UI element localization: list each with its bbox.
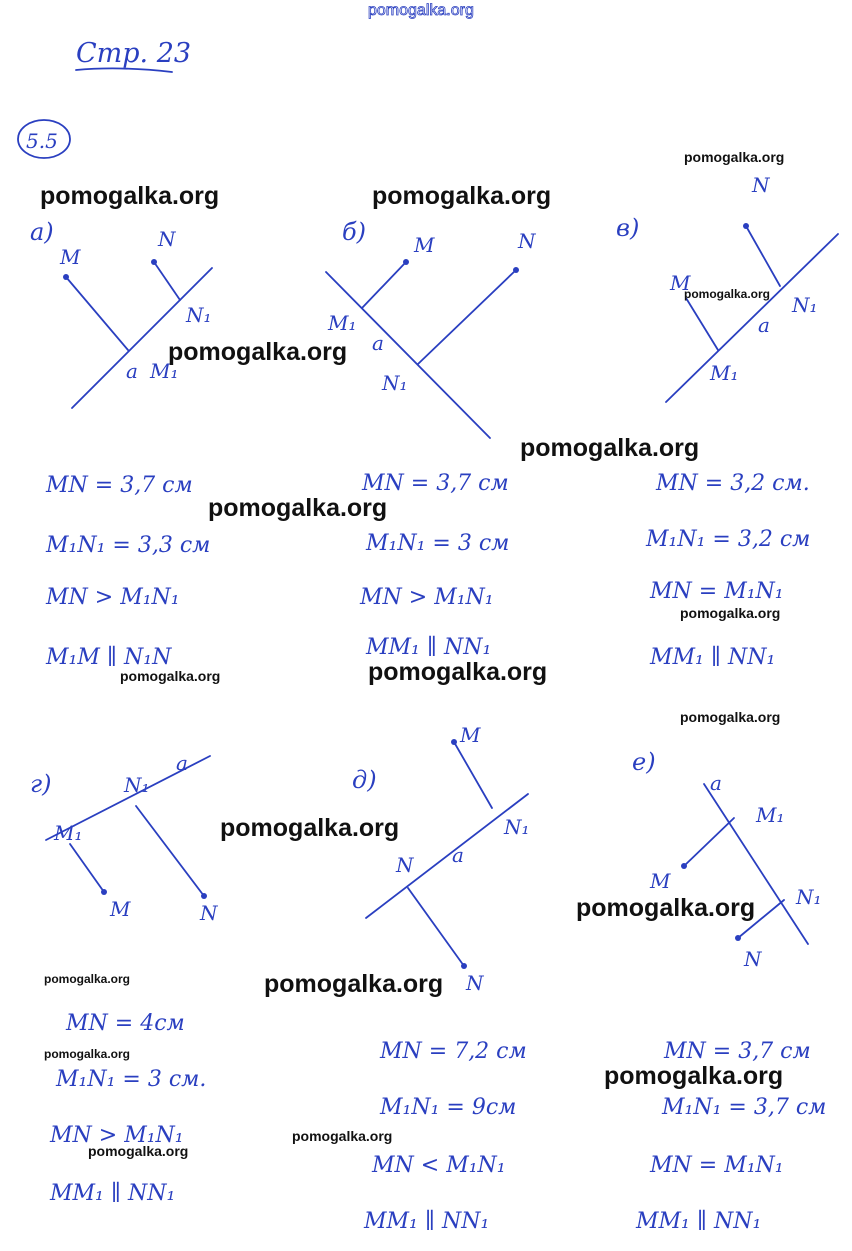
part-d-label-m1: M₁ <box>54 821 83 845</box>
part-c-note-1: MN = 3,2 см. <box>656 471 810 496</box>
part-c-label-m1: M₁ <box>710 361 739 385</box>
part-f-label-m1: M₁ <box>756 803 785 827</box>
part-a-note-2: M₁N₁ = 3,3 см <box>46 533 211 558</box>
part-d-note-4: MM₁ ∥ NN₁ <box>50 1181 176 1206</box>
watermark: pomogalka.org <box>680 709 781 725</box>
part-c-label-n: N <box>752 173 770 197</box>
part-e-note-3: MN < M₁N₁ <box>372 1153 506 1178</box>
part-a-segment-mm1 <box>66 277 128 350</box>
watermark: pomogalka.org <box>604 1062 784 1090</box>
part-e-label-line: a <box>452 843 464 867</box>
watermark: pomogalka.org <box>576 894 756 922</box>
part-e-label-n1: N₁ <box>504 815 530 839</box>
part-c-label-m: M <box>670 271 691 295</box>
part-e-label: д) <box>352 766 377 794</box>
part-a-label-m1: M₁ <box>150 359 179 383</box>
watermark: pomogalka.org <box>220 814 400 842</box>
part-a-segment-nn1 <box>154 262 180 300</box>
part-c-segment-mm1 <box>686 298 718 350</box>
part-e-point-m <box>451 739 457 745</box>
part-a-point-m <box>63 274 69 280</box>
watermark: pomogalka.org <box>168 338 348 366</box>
part-e-point-n <box>461 963 467 969</box>
part-a-label: а) <box>30 218 54 246</box>
part-d-point-m <box>101 889 107 895</box>
part-d-note-1: MN = 4см <box>66 1011 185 1036</box>
exercise-number: 5.5 <box>26 129 58 153</box>
watermark: pomogalka.org <box>372 182 552 210</box>
part-a-label-n: N <box>158 227 176 251</box>
part-a-note-1: MN = 3,7 см <box>46 473 193 498</box>
part-f-note-3: MN = M₁N₁ <box>650 1153 784 1178</box>
part-b-segment-mm1 <box>362 262 406 308</box>
part-e-note-2: M₁N₁ = 9см <box>380 1095 517 1120</box>
part-f-segment-mm1 <box>684 818 734 866</box>
watermark: pomogalka.org <box>684 287 771 301</box>
part-f-point-m <box>681 863 687 869</box>
watermark: pomogalka.org <box>520 434 700 462</box>
part-f-label-n: N <box>744 947 762 971</box>
part-c-label: в) <box>616 214 640 242</box>
part-d-segment-m1m <box>70 844 104 892</box>
part-b-point-n <box>513 267 519 273</box>
part-e-label-n: N <box>396 853 414 877</box>
part-a-point-n <box>151 259 157 265</box>
part-b-label-m1: M₁ <box>328 311 357 335</box>
part-b-label-n1: N₁ <box>382 371 408 395</box>
watermark: pomogalka.org <box>368 658 548 686</box>
site-header[interactable]: pomogalka.org <box>368 2 474 19</box>
part-f-point-n <box>735 935 741 941</box>
watermark: pomogalka.org <box>40 182 220 210</box>
part-a-label-line: a <box>126 359 138 383</box>
part-a-note-3: MN > M₁N₁ <box>46 585 180 610</box>
part-f-note-1: MN = 3,7 см <box>664 1039 811 1064</box>
part-b-note-4: MM₁ ∥ NN₁ <box>366 635 492 660</box>
part-d-segment-n1n <box>136 806 204 896</box>
part-d-label-n: N <box>200 901 218 925</box>
part-f-label: е) <box>632 748 656 776</box>
watermark: pomogalka.org <box>44 1047 131 1061</box>
part-b-note-1: MN = 3,7 см <box>362 471 509 496</box>
watermark: pomogalka.org <box>292 1128 393 1144</box>
part-d-label-line: a <box>176 751 188 775</box>
watermark: pomogalka.org <box>88 1143 189 1159</box>
watermark: pomogalka.org <box>208 494 388 522</box>
part-d-note-2: M₁N₁ = 3 см. <box>56 1067 207 1092</box>
part-b-label-m: M <box>414 233 435 257</box>
watermark: pomogalka.org <box>44 972 131 986</box>
part-b-label-n: N <box>518 229 536 253</box>
page-ref: Стр. 23 <box>76 38 192 69</box>
watermark: pomogalka.org <box>264 970 444 998</box>
part-d-label-n1: N₁ <box>124 773 150 797</box>
watermark: pomogalka.org <box>684 149 785 165</box>
part-c-note-2: M₁N₁ = 3,2 см <box>646 527 811 552</box>
part-b-line-a <box>326 272 490 438</box>
part-e-label-m: M <box>460 723 481 747</box>
part-f-note-2: M₁N₁ = 3,7 см <box>662 1095 827 1120</box>
part-a-label-m: M <box>60 245 81 269</box>
part-c-point-n <box>743 223 749 229</box>
part-c-line-a <box>666 234 838 402</box>
part-c-label-line: a <box>758 313 770 337</box>
part-e-note-4: MM₁ ∥ NN₁ <box>364 1209 490 1234</box>
part-b-note-2: M₁N₁ = 3 см <box>366 531 510 556</box>
part-f-label-n1: N₁ <box>796 885 822 909</box>
part-d-note-3: MN > M₁N₁ <box>50 1123 184 1148</box>
part-e-segment-nn1 <box>408 888 464 966</box>
part-c-segment-nn1 <box>746 226 780 286</box>
part-f-label-m: M <box>650 869 671 893</box>
part-b-segment-nn1 <box>418 270 516 364</box>
part-e-note-1: MN = 7,2 см <box>380 1039 527 1064</box>
part-a-label-n1: N₁ <box>186 303 212 327</box>
part-c-note-3: MN = M₁N₁ <box>650 579 784 604</box>
part-b-note-3: MN > M₁N₁ <box>360 585 494 610</box>
part-c-label-n1: N₁ <box>792 293 818 317</box>
part-f-label-line: a <box>710 771 722 795</box>
part-e-line-a <box>366 794 528 918</box>
part-c-note-4: MM₁ ∥ NN₁ <box>650 645 776 670</box>
part-e-label-n-bottom: N <box>466 971 484 995</box>
part-b-label-line: a <box>372 331 384 355</box>
part-d-label: г) <box>30 770 52 798</box>
part-e-segment-mm1 <box>454 742 492 808</box>
watermark: pomogalka.org <box>120 668 221 684</box>
part-d-point-n <box>201 893 207 899</box>
part-b-label: б) <box>342 218 367 246</box>
part-f-note-4: MM₁ ∥ NN₁ <box>636 1209 762 1234</box>
watermark: pomogalka.org <box>680 605 781 621</box>
part-a-note-4: M₁M ∥ N₁N <box>46 645 172 670</box>
part-d-label-m: M <box>110 897 131 921</box>
part-b-point-m <box>403 259 409 265</box>
